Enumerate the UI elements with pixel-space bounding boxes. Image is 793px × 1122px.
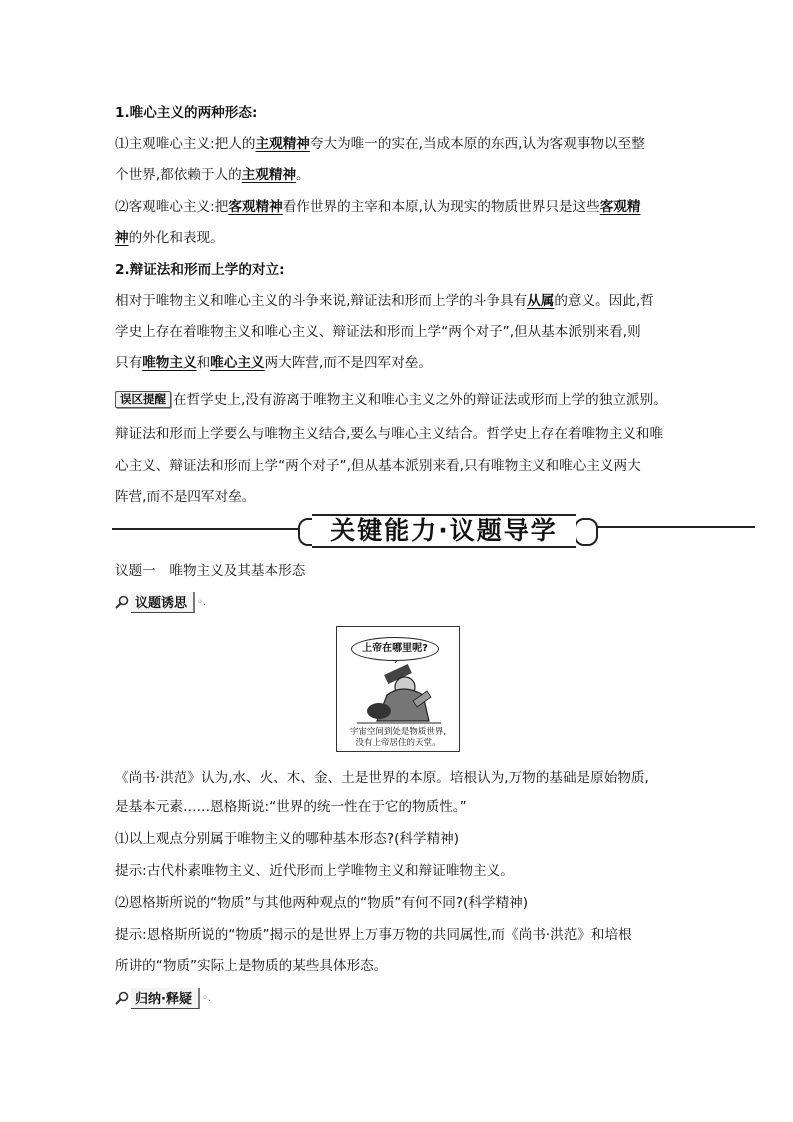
question-2: ⑵恩格斯所说的“物质”与其他两种观点的“物质”有何不同?(科学精神) [115, 895, 529, 911]
answer-1: 提示:古代朴素唯物主义、近代形而上学唯物主义和辩证唯物主义。 [115, 863, 514, 879]
section-tag-label: 归纳·释疑 [131, 988, 200, 1009]
decorative-dots: ◦. [201, 992, 212, 1004]
magnifier-icon [115, 991, 129, 1005]
cartoon-caption [339, 727, 457, 749]
text-run: 夸大为唯一的实在,当成本原的东西,认为客观事物以至整 [309, 136, 645, 152]
text-run: 在哲学史上,没有游离于唯物主义和唯心主义之外的辩证法或形而上学的独立派别。 [173, 392, 667, 408]
subjective-idealism-line-2 [115, 165, 310, 185]
misconception-badge: 误区提醒 [115, 391, 171, 408]
dialectics-line-3 [115, 353, 432, 373]
magnifier-icon [115, 595, 129, 609]
misconception-tip-line-3: 心主义、辩证法和形而上学“两个对子”,但从基本派别来看,只有唯物主义和唯心主义两大 [115, 458, 641, 474]
banner-title: 关键能力·议题导学 [312, 514, 576, 548]
section-tag-summary [115, 987, 211, 1009]
subjective-idealism-line-1 [115, 134, 645, 154]
text-run: 和 [196, 355, 211, 371]
text-run: 看作世界的主宰和本原,认为现实的物质世界只是这些 [282, 199, 600, 215]
banner-scroll-right-icon [574, 518, 598, 546]
keyword-subjective-spirit: 主观精神 [255, 136, 310, 152]
topic-heading: 议题一 唯物主义及其基本形态 [115, 563, 306, 579]
section-tag-label: 议题诱思 [131, 592, 195, 613]
decorative-dots: ◦. [197, 596, 207, 608]
quote-line-1: 《尚书·洪范》认为,水、火、木、金、土是世界的本原。培根认为,万物的基础是原始物质, [115, 770, 649, 786]
text-run: ⑴主观唯心主义:把人的 [115, 136, 256, 152]
answer-2-line-1: 提示:恩格斯所说的“物质”揭示的是世界上万事万物的共同属性,而《尚书·洪范》和培根 [115, 927, 632, 943]
text-run: 两大阵营,而不是四军对垒。 [264, 355, 432, 371]
speech-bubble: 上帝在哪里呢? [351, 637, 439, 661]
keyword-subjective-spirit: 主观精神 [241, 167, 297, 183]
keyword-objective-spirit: 客观精 [599, 199, 641, 215]
text-run: 相对于唯物主义和唯心主义的斗争来说,辩证法和形而上学的斗争具有 [115, 293, 528, 309]
text-run: 的外化和表现。 [128, 230, 224, 246]
section-tag-thinking [115, 591, 206, 613]
keyword-idealism: 唯心主义 [210, 355, 265, 371]
section-2-title: 2.辩证法和形而上学的对立: [115, 262, 285, 278]
section-1-title: 1.唯心主义的两种形态: [115, 105, 258, 121]
question-1: ⑴以上观点分别属于唯物主义的哪种基本形态?(科学精神) [115, 831, 460, 847]
answer-2-line-2: 所讲的“物质”实际上是物质的某些具体形态。 [115, 958, 388, 974]
astronomer-figure-image [357, 661, 441, 727]
text-run: 个世界,都依赖于人的 [115, 167, 242, 183]
dialectics-line-2: 学史上存在着唯物主义和唯心主义、辩证法和形而上学“两个对子”,但从基本派别来看,则 [115, 324, 641, 340]
text-run: 的意义。因此,哲 [554, 293, 654, 309]
misconception-tip-line-4: 阵营,而不是四军对垒。 [115, 489, 256, 505]
dialectics-line-1 [115, 291, 654, 311]
keyword-objective-spirit: 神 [115, 230, 129, 246]
objective-idealism-line-1 [115, 197, 640, 217]
objective-idealism-line-2 [115, 228, 224, 248]
text-run: 只有 [115, 355, 143, 371]
misconception-tip-line-1 [115, 390, 667, 410]
keyword-subordinate: 从属 [527, 293, 555, 309]
text-run: 。 [296, 167, 310, 183]
text-run: ⑵客观唯心主义:把 [115, 199, 229, 215]
caption-line-1: 宇宙空间到处是物质世界, [349, 727, 447, 737]
keyword-materialism: 唯物主义 [142, 355, 197, 371]
section-banner [112, 514, 755, 550]
banner-rule-left [112, 528, 312, 530]
cartoon-illustration [336, 626, 460, 752]
quote-line-2: 是基本元素……恩格斯说:“世界的统一性在于它的物质性。” [115, 799, 467, 815]
keyword-objective-spirit: 客观精神 [228, 199, 283, 215]
misconception-tip-line-2: 辩证法和形而上学要么与唯物主义结合,要么与唯心主义结合。哲学史上存在着唯物主义和唯 [115, 426, 664, 442]
caption-line-2: 没有上帝居住的天堂。 [355, 738, 441, 748]
